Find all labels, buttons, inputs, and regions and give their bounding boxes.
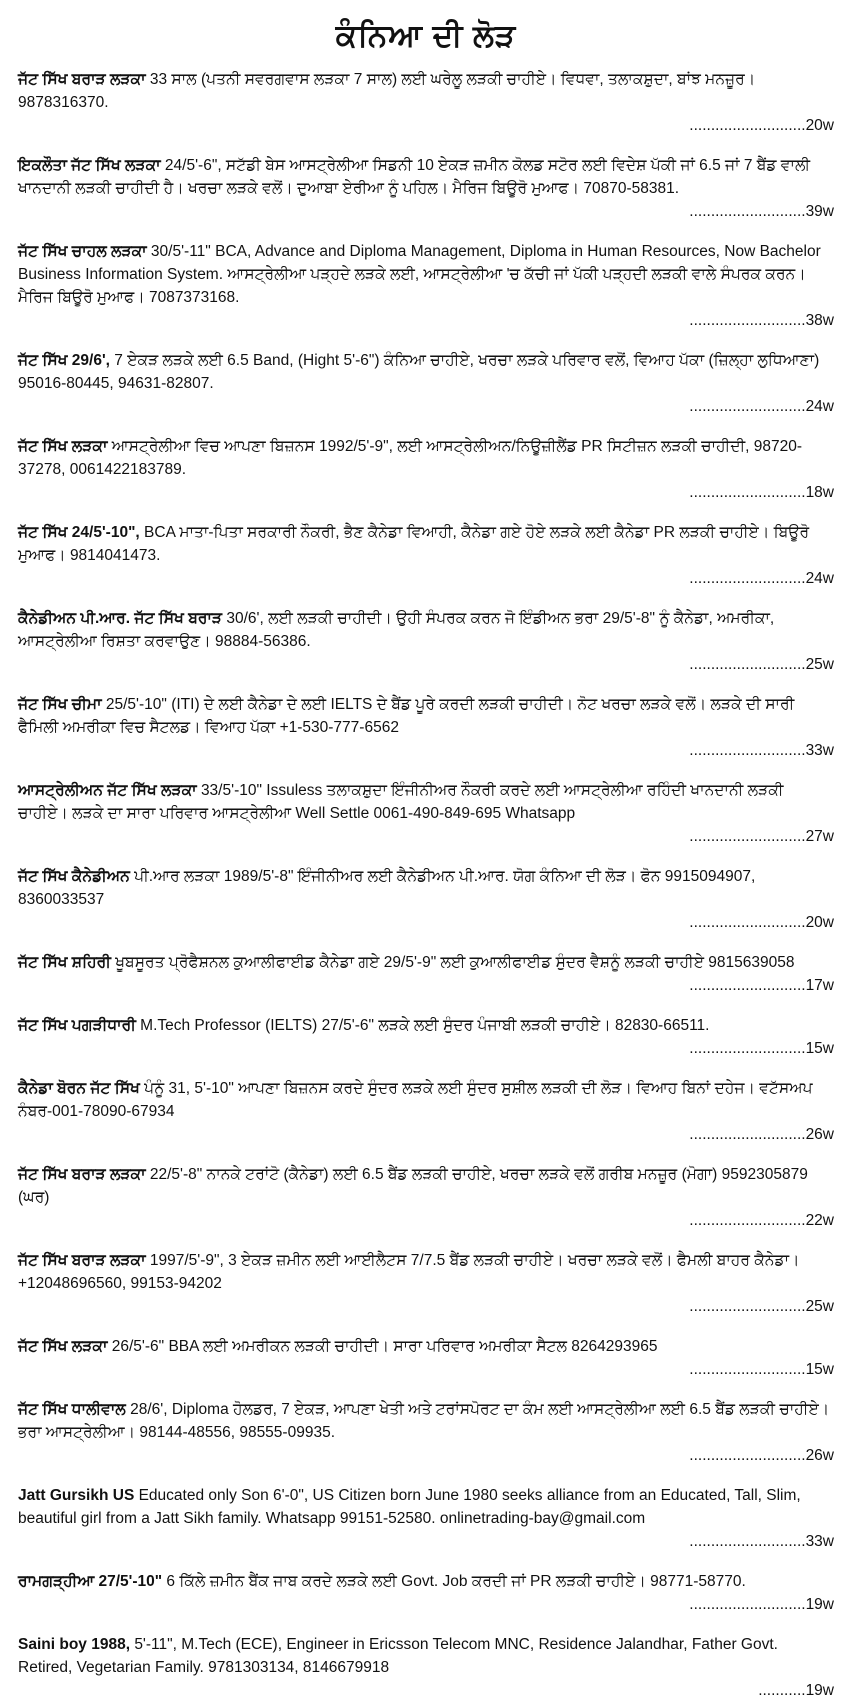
ad-body: 7 ਏਕੜ ਲੜਕੇ ਲਈ 6.5 Band, (Hight 5'-6") ਕੰਨਿਆ ਚਾਹੀਏ, ਖਰਚਾ ਲੜਕੇ ਪਰਿਵਾਰ ਵਲੋਂ, ਵਿਆਹ ਪੱਕਾ (ਜ਼ਿਲ੍ਹਾ ਲੁਧਿਆਣਾ) 95016-80445, 94631-82807.	[18, 352, 820, 392]
ad-body: 33 ਸਾਲ (ਪਤਨੀ ਸਵਰਗਵਾਸ ਲੜਕਾ 7 ਸਾਲ) ਲਈ ਘਰੇਲੂ ਲੜਕੀ ਚਾਹੀਏ। ਵਿਧਵਾ, ਤਲਾਕਸ਼ੁਦਾ, ਬਾਂਝ ਮਨਜ਼ੂਰ। 9878316370.	[18, 71, 756, 111]
ad-leader-dots: ...........................	[689, 398, 806, 415]
ad-body: 30/6', ਲਈ ਲੜਕੀ ਚਾਹੀਦੀ। ਉਹੀ ਸੰਪਰਕ ਕਰਨ ਜੋ ਇੰਡੀਅਨ ਭਰਾ 29/5'-8" ਨੂੰ ਕੈਨੇਡਾ, ਅਮਰੀਕਾ, ਆਸਟ੍ਰੇਲੀਆ ਰਿਸ਼ਤਾ ਕਰਵਾਉਣ। 98884-56386.	[18, 610, 775, 650]
ad-heading: ਜੱਟ ਸਿੱਖ ਬਰਾੜ ਲੜਕਾ	[18, 1166, 146, 1183]
ad-footer	[18, 1123, 834, 1146]
classified-ad	[18, 1570, 834, 1616]
ad-footer	[18, 1209, 834, 1232]
ad-body: 5'-11", M.Tech (ECE), Engineer in Ericsson Telecom MNC, Residence Jalandhar, Father Govt. Retired, Vegetarian Family. 9781303134, 8146679918	[18, 1636, 778, 1676]
ad-body: 30/5'-11" BCA, Advance and Diploma Management, Diploma in Human Resources, Now Bachelor Business Information System. ਆਸਟ੍ਰੇਲੀਆ ਪੜ੍ਹਦੇ ਲੜਕੇ ਲਈ, ਆਸਟ੍ਰੇਲੀਆ 'ਚ ਕੱਚੀ ਜਾਂ ਪੱਕੀ ਪੜ੍ਹਦੀ ਲੜਕੀ ਵਾਲੇ ਸੰਪਰਕ ਕਰਨ। ਮੈਰਿਜ ਬਿਊਰੋ ਮੁਆਫ। 7087373168.	[18, 243, 821, 306]
ad-code: 33w	[805, 1533, 834, 1550]
ad-footer	[18, 1593, 834, 1616]
ad-ref	[681, 309, 834, 332]
ad-footer	[18, 395, 834, 418]
ad-leader-dots: ...........................	[689, 117, 806, 134]
ad-leader-dots: ...........................	[689, 1447, 806, 1464]
ad-footer	[18, 739, 834, 762]
ad-text	[18, 865, 834, 911]
ad-code: 26w	[805, 1126, 834, 1143]
ad-body: ਪੀ.ਆਰ ਲੜਕਾ 1989/5'-8" ਇੰਜੀਨੀਅਰ ਲਈ ਕੈਨੇਡੀਅਨ ਪੀ.ਆਰ. ਯੋਗ ਕੰਨਿਆ ਦੀ ਲੋੜ। ਫੋਨ 9915094907, 8360033537	[18, 868, 756, 908]
classified-ad	[18, 68, 834, 137]
ad-code: 15w	[805, 1040, 834, 1057]
classified-ad	[18, 693, 834, 762]
ad-ref	[681, 567, 834, 590]
ad-heading: ਜੱਟ ਸਿੱਖ ਕੈਨੇਡੀਅਨ	[18, 868, 130, 885]
ad-body: 1997/5'-9", 3 ਏਕੜ ਜ਼ਮੀਨ ਲਈ ਆਈਲੈਟਸ 7/7.5 ਬੈਂਡ ਲੜਕੀ ਚਾਹੀਏ। ਖਰਚਾ ਲੜਕੇ ਵਲੋਂ। ਫੈਮਲੀ ਬਾਹਰ ਕੈਨੇਡਾ। +12048696560, 99153-94202	[18, 1252, 800, 1292]
ad-body: ਪੰਨੂੰ 31, 5'-10" ਆਪਣਾ ਬਿਜ਼ਨਸ ਕਰਦੇ ਸੁੰਦਰ ਲੜਕੇ ਲਈ ਸੁੰਦਰ ਸੁਸ਼ੀਲ ਲੜਕੀ ਦੀ ਲੋੜ। ਵਿਆਹ ਬਿਨਾਂ ਦਹੇਜ। ਵਟੱਸਅਪ ਨੰਬਰ-001-78090-67934	[18, 1080, 813, 1120]
ad-ref	[681, 974, 834, 997]
ad-heading: ਜੱਟ ਸਿੱਖ ਬਰਾੜ ਲੜਕਾ	[18, 1252, 146, 1269]
ad-text	[18, 349, 834, 395]
classified-ad	[18, 1484, 834, 1553]
ad-heading: ਜੱਟ ਸਿੱਖ ਲੜਕਾ	[18, 1338, 108, 1355]
ad-leader-dots: ...........................	[689, 484, 806, 501]
ad-footer	[18, 567, 834, 590]
ad-ref	[681, 911, 834, 934]
ad-heading: Saini boy 1988,	[18, 1636, 130, 1653]
ad-heading: ਜੱਟ ਸਿੱਖ ਚਾਹਲ ਲੜਕਾ	[18, 243, 147, 260]
ad-leader-dots: ...........	[758, 1682, 806, 1699]
ad-ref	[681, 1530, 834, 1553]
ad-text	[18, 1163, 834, 1209]
ad-code: 19w	[805, 1682, 834, 1699]
ad-leader-dots: ...........................	[689, 203, 806, 220]
ad-footer	[18, 1530, 834, 1553]
ad-leader-dots: ...........................	[689, 1361, 806, 1378]
ad-body: 26/5'-6" BBA ਲਈ ਅਮਰੀਕਨ ਲੜਕੀ ਚਾਹੀਦੀ। ਸਾਰਾ ਪਰਿਵਾਰ ਅਮਰੀਕਾ ਸੈਟਲ 8264293965	[111, 1338, 658, 1355]
classified-ad	[18, 1249, 834, 1318]
ad-ref	[681, 1593, 834, 1616]
ad-ref	[681, 1209, 834, 1232]
ad-heading: ਕੈਨੇਡੀਅਨ ਪੀ.ਆਰ. ਜੱਟ ਸਿੱਖ ਬਰਾੜ	[18, 610, 223, 627]
ad-footer	[18, 1444, 834, 1467]
ad-code: 19w	[805, 1596, 834, 1613]
ad-heading: ਆਸਟ੍ਰੇਲੀਅਨ ਜੱਟ ਸਿੱਖ ਲੜਕਾ	[18, 782, 197, 799]
ads-list	[18, 68, 834, 1702]
classified-ad	[18, 1335, 834, 1381]
classified-ad	[18, 1014, 834, 1060]
ad-heading: ਜੱਟ ਸਿੱਖ ਸ਼ਹਿਰੀ	[18, 954, 111, 971]
ad-leader-dots: ...........................	[689, 1126, 806, 1143]
ad-text	[18, 1570, 834, 1593]
ad-leader-dots: ...........................	[689, 977, 806, 994]
ad-heading: ਰਾਮਗੜ੍ਹੀਆ 27/5'-10"	[18, 1573, 163, 1590]
ad-leader-dots: ...........................	[689, 1533, 806, 1550]
ad-leader-dots: ...........................	[689, 914, 806, 931]
classified-ad	[18, 435, 834, 504]
ad-body: ਆਸਟ੍ਰੇਲੀਆ ਵਿਚ ਆਪਣਾ ਬਿਜ਼ਨਸ 1992/5'-9", ਲਈ ਆਸਟ੍ਰੇਲੀਅਨ/ਨਿਊਜ਼ੀਲੈਂਡ PR ਸਿਟੀਜ਼ਨ ਲੜਕੀ ਚਾਹੀਦੀ, 98720-37278, 0061422183789.	[18, 438, 803, 478]
ad-code: 27w	[805, 828, 834, 845]
ad-footer	[18, 1358, 834, 1381]
ad-ref	[681, 114, 834, 137]
classified-ad	[18, 154, 834, 223]
ad-ref	[681, 653, 834, 676]
ad-code: 24w	[805, 570, 834, 587]
ad-text	[18, 1484, 834, 1530]
ad-text	[18, 951, 834, 974]
ad-code: 24w	[805, 398, 834, 415]
ad-heading: ਜੱਟ ਸਿੱਖ ਪਗੜੀਧਾਰੀ	[18, 1017, 136, 1034]
ad-heading: Jatt Gursikh US	[18, 1487, 135, 1504]
classified-ad	[18, 1633, 834, 1702]
ad-heading: ਜੱਟ ਸਿੱਖ ਧਾਲੀਵਾਲ	[18, 1401, 126, 1418]
ad-heading: ਜੱਟ ਸਿੱਖ ਲੜਕਾ	[18, 438, 108, 455]
classified-ad	[18, 779, 834, 848]
ad-heading: ਜੱਟ ਸਿੱਖ 24/5'-10",	[18, 524, 140, 541]
ad-footer	[18, 1679, 834, 1702]
ad-heading: ਜੱਟ ਸਿੱਖ ਬਰਾੜ ਲੜਕਾ	[18, 71, 146, 88]
ad-leader-dots: ...........................	[689, 1212, 806, 1229]
ad-text	[18, 1249, 834, 1295]
ad-leader-dots: ...........................	[689, 828, 806, 845]
ad-ref	[681, 1037, 834, 1060]
ad-body: Educated only Son 6'-0", US Citizen born June 1980 seeks alliance from an Educated, Tall, Slim, beautiful girl from a Jatt Sikh family. Whatsapp 99151-52580. onlinetrading-bay@gmail.com	[18, 1487, 801, 1527]
ad-footer	[18, 481, 834, 504]
ad-code: 15w	[805, 1361, 834, 1378]
ad-code: 20w	[805, 117, 834, 134]
ad-text	[18, 154, 834, 200]
ad-text	[18, 607, 834, 653]
ad-code: 26w	[805, 1447, 834, 1464]
ad-body: 25/5'-10" (ITI) ਦੇ ਲਈ ਕੈਨੇਡਾ ਦੇ ਲਈ IELTS ਦੇ ਬੈਂਡ ਪੂਰੇ ਕਰਦੀ ਲੜਕੀ ਚਾਹੀਦੀ। ਨੋਟ ਖਰਚਾ ਲੜਕੇ ਵਲੋਂ। ਲੜਕੇ ਦੀ ਸਾਰੀ ਫੈਮਿਲੀ ਅਮਰੀਕਾ ਵਿਚ ਸੈਟਲਡ। ਵਿਆਹ ਪੱਕਾ +1-530-777-6562	[18, 696, 795, 736]
ad-ref	[681, 481, 834, 504]
ad-footer	[18, 309, 834, 332]
ad-footer	[18, 825, 834, 848]
ad-body: 33/5'-10" Issuless ਤਲਾਕਸ਼ੁਦਾ ਇੰਜੀਨੀਅਰ ਨੌਕਰੀ ਕਰਦੇ ਲਈ ਆਸਟ੍ਰੇਲੀਆ ਰਹਿੰਦੀ ਖਾਨਦਾਨੀ ਲੜਕੀ ਚਾਹੀਏ। ਲੜਕੇ ਦਾ ਸਾਰਾ ਪਰਿਵਾਰ ਆਸਟ੍ਰੇਲੀਆ Well Settle 0061-490-849-695 Whatsapp	[18, 782, 784, 822]
ad-body: BCA ਮਾਤਾ-ਪਿਤਾ ਸਰਕਾਰੀ ਨੌਕਰੀ, ਭੈਣ ਕੈਨੇਡਾ ਵਿਆਹੀ, ਕੈਨੇਡਾ ਗਏ ਹੋਏ ਲੜਕੇ ਲਈ ਕੈਨੇਡਾ PR ਲੜਕੀ ਚਾਹੀਏ। ਬਿਊਰੋ ਮੁਆਫ। 9814041473.	[18, 524, 810, 564]
ad-code: 17w	[805, 977, 834, 994]
classified-ad	[18, 349, 834, 418]
classified-ad	[18, 951, 834, 997]
classified-ad	[18, 607, 834, 676]
ad-body: ਖੂਬਸੂਰਤ ਪ੍ਰੋਫੈਸ਼ਨਲ ਕੁਆਲੀਫਾਈਡ ਕੈਨੇਡਾ ਗਏ 29/5'-9" ਲਈ ਕੁਆਲੀਫਾਈਡ ਸੁੰਦਰ ਵੈਸ਼ਨੂੰ ਲੜਕੀ ਚਾਹੀਏ 9815639058	[115, 954, 795, 971]
ad-heading: ਇਕਲੌਤਾ ਜੱਟ ਸਿੱਖ ਲੜਕਾ	[18, 157, 161, 174]
ad-ref	[681, 1123, 834, 1146]
ad-text	[18, 1633, 834, 1679]
ad-body: 24/5'-6", ਸਟੱਡੀ ਬੇਸ ਆਸਟ੍ਰੇਲੀਆ ਸਿਡਨੀ 10 ਏਕੜ ਜ਼ਮੀਨ ਕੋਲਡ ਸਟੋਰ ਲਈ ਵਿਦੇਸ਼ ਪੱਕੀ ਜਾਂ 6.5 ਜਾਂ 7 ਬੈਂਡ ਵਾਲੀ ਖਾਨਦਾਨੀ ਲੜਕੀ ਚਾਹੀਦੀ ਹੈ। ਖਰਚਾ ਲੜਕੇ ਵਲੋਂ। ਦੁਆਬਾ ਏਰੀਆ ਨੂੰ ਪਹਿਲ। ਮੈਰਿਜ ਬਿਊਰੋ ਮੁਆਫ। 70870-58381.	[18, 157, 811, 197]
ad-heading: ਕੈਨੇਡਾ ਬੋਰਨ ਜੱਟ ਸਿੱਖ	[18, 1080, 140, 1097]
ad-text	[18, 1398, 834, 1444]
ad-text	[18, 435, 834, 481]
ad-footer	[18, 653, 834, 676]
ad-ref	[681, 200, 834, 223]
ad-text	[18, 240, 834, 309]
ad-footer	[18, 1295, 834, 1318]
ad-ref	[681, 1295, 834, 1318]
ad-ref	[750, 1679, 834, 1702]
classified-ad	[18, 1077, 834, 1146]
ad-body: M.Tech Professor (IELTS) 27/5'-6" ਲੜਕੇ ਲਈ ਸੁੰਦਰ ਪੰਜਾਬੀ ਲੜਕੀ ਚਾਹੀਏ। 82830-66511.	[140, 1017, 710, 1034]
classified-ad	[18, 1163, 834, 1232]
classified-ad	[18, 240, 834, 332]
ad-footer	[18, 200, 834, 223]
ad-text	[18, 1335, 834, 1358]
ad-leader-dots: ...........................	[689, 1596, 806, 1613]
ad-leader-dots: ...........................	[689, 742, 806, 759]
ad-code: 25w	[805, 656, 834, 673]
ad-body: 28/6', Diploma ਹੋਲਡਰ, 7 ਏਕੜ, ਆਪਣਾ ਖੇਤੀ ਅਤੇ ਟਰਾਂਸਪੋਰਟ ਦਾ ਕੰਮ ਲਈ ਆਸਟ੍ਰੇਲੀਆ ਲਈ 6.5 ਬੈਂਡ ਲੜਕੀ ਚਾਹੀਏ। ਭਰਾ ਆਸਟ੍ਰੇਲੀਆ। 98144-48556, 98555-09935.	[18, 1401, 830, 1441]
ad-text	[18, 521, 834, 567]
ad-footer	[18, 911, 834, 934]
ad-leader-dots: ...........................	[689, 570, 806, 587]
ad-code: 33w	[805, 742, 834, 759]
ad-text	[18, 1077, 834, 1123]
ad-code: 38w	[805, 312, 834, 329]
ad-body: 6 ਕਿੱਲੇ ਜ਼ਮੀਨ ਬੈਂਕ ਜਾਬ ਕਰਦੇ ਲੜਕੇ ਲਈ Govt. Job ਕਰਦੀ ਜਾਂ PR ਲੜਕੀ ਚਾਹੀਏ। 98771-58770.	[166, 1573, 746, 1590]
ad-text	[18, 1014, 834, 1037]
ad-code: 22w	[805, 1212, 834, 1229]
classified-ad	[18, 521, 834, 590]
ad-text	[18, 693, 834, 739]
classified-ad	[18, 865, 834, 934]
ad-heading: ਜੱਟ ਸਿੱਖ ਚੀਮਾ	[18, 696, 102, 713]
ad-code: 39w	[805, 203, 834, 220]
ad-text	[18, 68, 834, 114]
ad-heading: ਜੱਟ ਸਿੱਖ 29/6',	[18, 352, 110, 369]
ad-leader-dots: ...........................	[689, 656, 806, 673]
ad-leader-dots: ...........................	[689, 1040, 806, 1057]
ad-leader-dots: ...........................	[689, 1298, 806, 1315]
ad-code: 18w	[805, 484, 834, 501]
ad-code: 25w	[805, 1298, 834, 1315]
ad-ref	[681, 825, 834, 848]
ad-ref	[681, 395, 834, 418]
ad-ref	[681, 1358, 834, 1381]
ad-body: 22/5'-8" ਨਾਨਕੇ ਟਰਾਂਟੋ (ਕੈਨੇਡਾ) ਲਈ 6.5 ਬੈਂਡ ਲੜਕੀ ਚਾਹੀਏ, ਖਰਚਾ ਲੜਕੇ ਵਲੋਂ ਗਰੀਬ ਮਨਜ਼ੂਰ (ਮੋਗਾ) 9592305879 (ਘਰ)	[18, 1166, 808, 1206]
ad-footer	[18, 1037, 834, 1060]
page-title: ਕੰਨਿਆ ਦੀ ਲੋੜ	[335, 18, 517, 53]
ad-leader-dots: ...........................	[689, 312, 806, 329]
ad-ref	[681, 739, 834, 762]
ad-ref	[681, 1444, 834, 1467]
ad-text	[18, 779, 834, 825]
ad-code: 20w	[805, 914, 834, 931]
ad-footer	[18, 974, 834, 997]
classified-ad	[18, 1398, 834, 1467]
ad-footer	[18, 114, 834, 137]
